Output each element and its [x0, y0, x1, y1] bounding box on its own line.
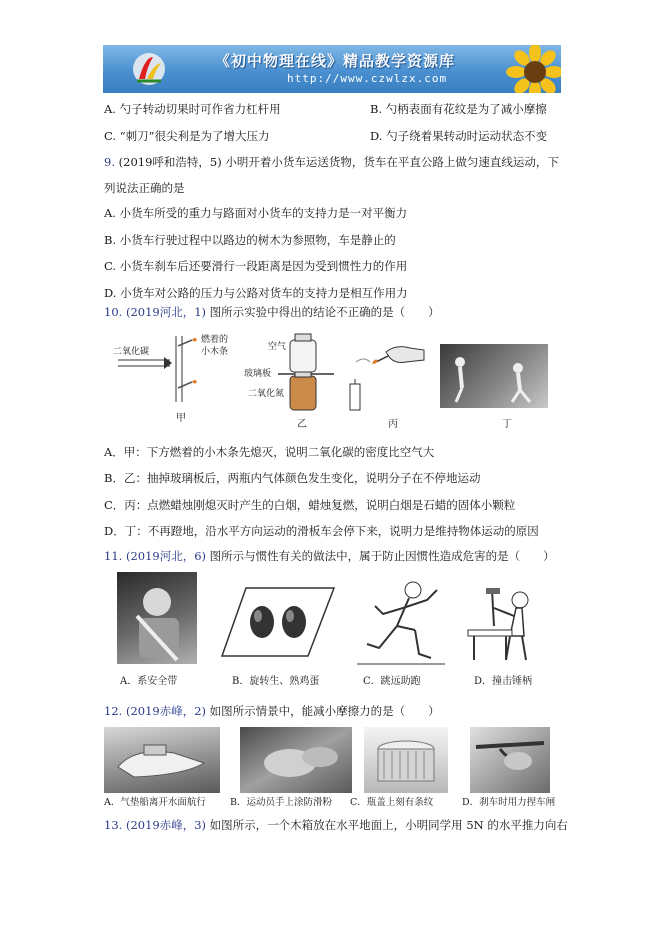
- q9-number: 9.: [104, 155, 115, 169]
- q12-stem-text: 如图所示情景中，能减小摩擦力的是（ ）: [209, 704, 440, 718]
- q10-caption-yi: 乙: [297, 419, 307, 430]
- q9-option-a: A. 小货车所受的重力与路面对小货车的支持力是一对平衡力: [104, 206, 408, 220]
- q12-caption-c: C．瓶盖上刻有条纹: [350, 797, 434, 808]
- q12-stem: [104, 704, 440, 718]
- q9-option-c: C. 小货车刹车后还要滑行一段距离是因为受到惯性力的作用: [104, 259, 408, 273]
- q11-stem: [104, 549, 555, 563]
- q10-label-air: 空气: [268, 342, 287, 352]
- q12-figure-a-photo: [104, 727, 220, 793]
- q10-label-glass: 玻璃板: [244, 369, 272, 379]
- q12-source: (2019赤峰，2): [125, 704, 207, 718]
- q11-figure-a-photo: [117, 572, 197, 664]
- q10-figure-bing: [346, 334, 436, 414]
- q9-option-b: B. 小货车行驶过程中以路边的树木为参照物，车是静止的: [104, 233, 396, 247]
- q10-option-a: A．甲：下方燃着的小木条先熄灭，说明二氧化碳的密度比空气大: [104, 445, 435, 459]
- q10-figure-jia: [112, 330, 202, 410]
- q9-stem: (2019呼和浩特，5) 小明开着小货车运送货物，货车在平直公路上做匀速直线运动，下: [118, 155, 559, 169]
- q11-caption-a: A．系安全带: [120, 676, 178, 687]
- q11-source: (2019河北，6): [125, 549, 207, 563]
- q10-stem: [104, 305, 440, 319]
- q11-number: 11.: [104, 549, 123, 563]
- q10-caption-ding: 丁: [502, 419, 512, 430]
- q11-figure-d: [464, 586, 554, 666]
- q11-stem-text: 图所示与惯性有关的做法中，属于防止因惯性造成危害的是（ ）: [209, 549, 555, 563]
- q13-source: (2019赤峰，3): [125, 818, 207, 832]
- prev-option-a: A. 勺子转动切果时可作省力杠杆用: [104, 102, 281, 116]
- q9-stem-line2: 列说法正确的是: [104, 181, 185, 195]
- q13-number: 13.: [104, 818, 123, 832]
- bottle-cap-icon: [364, 727, 448, 793]
- logo-icon: [131, 51, 167, 87]
- q11-caption-b: B．旋转生、熟鸡蛋: [232, 676, 320, 687]
- banner-title: 《初中物理在线》精品教学资源库: [215, 52, 456, 70]
- q10-number: 10.: [104, 305, 123, 319]
- q9-option-d: D. 小货车对公路的压力与公路对货车的支持力是相互作用力: [104, 286, 408, 300]
- q13-stem: [104, 818, 568, 832]
- prev-option-b: B. 勺柄表面有花纹是为了减小摩擦: [370, 102, 547, 116]
- hovercraft-icon: [104, 727, 220, 793]
- q10-caption-jia: 甲: [176, 413, 186, 424]
- prev-option-c: C. “刺刀”很尖利是为了增大压力: [104, 129, 270, 143]
- q12-figure-c-photo: [364, 727, 448, 793]
- q13-stem-text: 如图所示，一个木箱放在水平地面上，小明同学用 5N 的水平推力向右: [209, 818, 568, 832]
- q12-number: 12.: [104, 704, 123, 718]
- q10-source: (2019河北，1): [125, 305, 207, 319]
- q12-caption-b: B．运动员手上涂防滑粉: [230, 797, 332, 808]
- q10-figure-yi: [278, 332, 338, 422]
- q11-caption-d: D．撞击锤柄: [474, 676, 533, 687]
- q10-label-stick-1: 燃着的: [201, 335, 229, 345]
- seatbelt-driver-icon: [117, 572, 197, 664]
- q12-caption-a: A．气垫船离开水面航行: [104, 797, 206, 808]
- q11-caption-c: C．跳远助跑: [363, 676, 421, 687]
- q10-caption-bing: 丙: [388, 419, 398, 430]
- q10-label-co2: 二氧化碳: [113, 347, 150, 357]
- q10-option-d: D．丁：不再蹬地，沿水平方向运动的滑板车会停下来，说明力是维持物体运动的原因: [104, 524, 539, 538]
- q10-figure-ding-photo: [440, 344, 548, 408]
- q12-figure-b-photo: [240, 727, 352, 793]
- q10-label-no2: 二氧化氮: [248, 389, 285, 399]
- q11-figure-c: [357, 578, 447, 668]
- banner-url: http://www.czwlzx.com: [287, 72, 448, 85]
- q10-option-c: C．丙：点燃蜡烛刚熄灭时产生的白烟，蜡烛复燃，说明白烟是石蜡的固体小颗粒: [104, 498, 516, 512]
- chalk-hands-icon: [240, 727, 352, 793]
- q10-option-b: B．乙：抽掉玻璃板后，两瓶内气体颜色发生变化，说明分子在不停地运动: [104, 471, 481, 485]
- bike-brake-icon: [470, 727, 550, 793]
- q12-caption-d: D．刹车时用力捏车闸: [462, 797, 556, 808]
- q10-stem-text: 图所示实验中得出的结论不正确的是（ ）: [209, 305, 440, 319]
- sunflower-icon: [497, 45, 561, 93]
- header-banner: [103, 45, 561, 93]
- prev-option-d: D. 勺子绕着果转动时运动状态不变: [370, 129, 548, 143]
- q11-figure-b: [218, 582, 336, 662]
- skateboard-figure-icon: [440, 344, 548, 408]
- q9-stem-line1: [104, 155, 559, 169]
- q12-figure-d-photo: [470, 727, 550, 793]
- q10-label-stick-2: 小木条: [201, 347, 229, 357]
